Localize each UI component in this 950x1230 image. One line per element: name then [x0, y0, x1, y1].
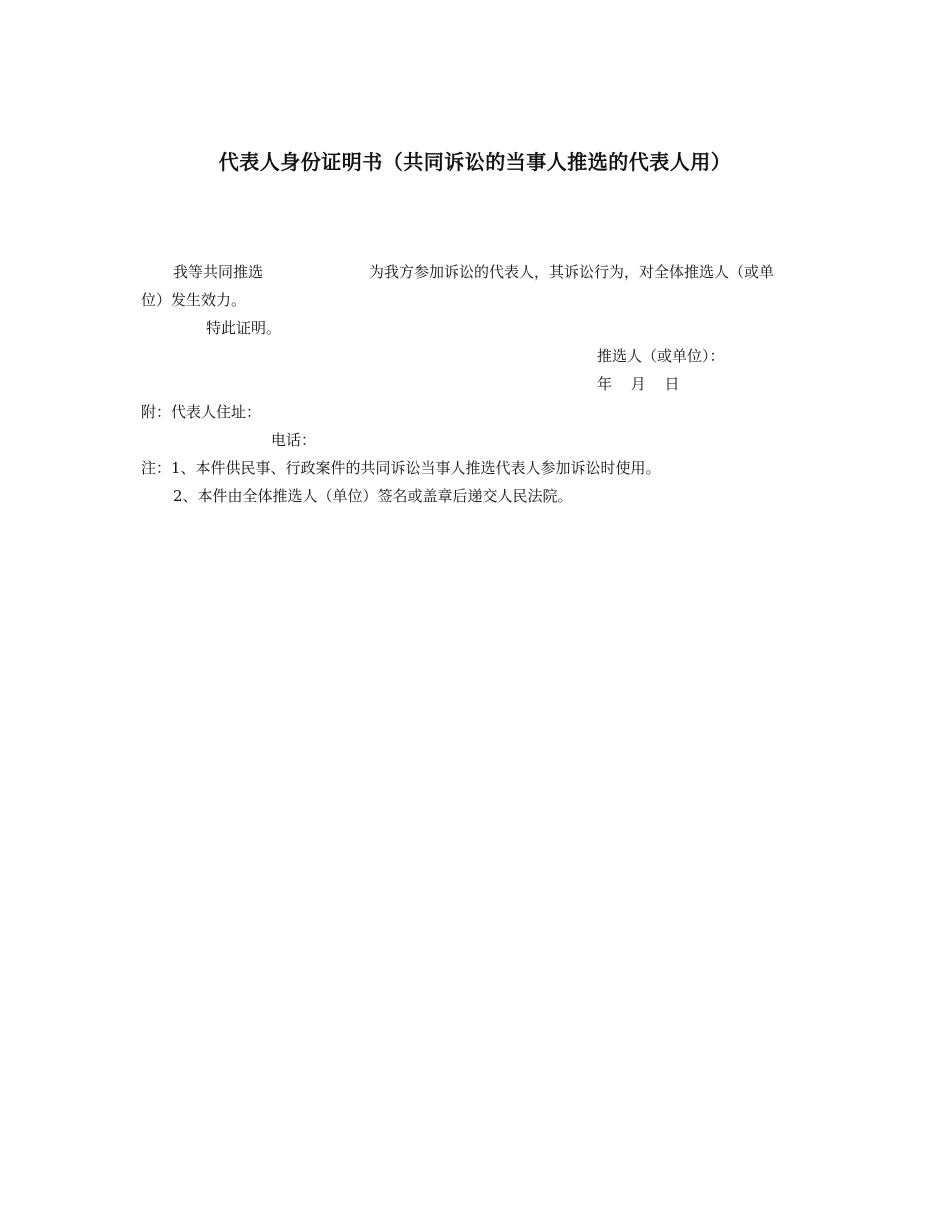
body-line1-prefix: 我等共同推选 [173, 263, 264, 281]
note-1: 注：1、本件供民事、行政案件的共同诉讼当事人推选代表人参加诉讼时使用。 [141, 459, 661, 477]
body-line1-suffix: 为我方参加诉讼的代表人，其诉讼行为，对全体推选人（或单 [369, 263, 775, 281]
date-label: 年 月 日 [597, 375, 680, 393]
selector-label: 推选人（或单位）： [597, 347, 725, 365]
representative-address-label: 附：代表人住址： [141, 403, 262, 421]
note-2: 2、本件由全体推选人（单位）签名或盖章后递交人民法院。 [173, 487, 573, 505]
certify-text: 特此证明。 [206, 319, 282, 337]
body-line2: 位）发生效力。 [141, 291, 247, 309]
phone-label: 电话： [271, 431, 317, 449]
document-title: 代表人身份证明书（共同诉讼的当事人推选的代表人用） [218, 150, 732, 174]
